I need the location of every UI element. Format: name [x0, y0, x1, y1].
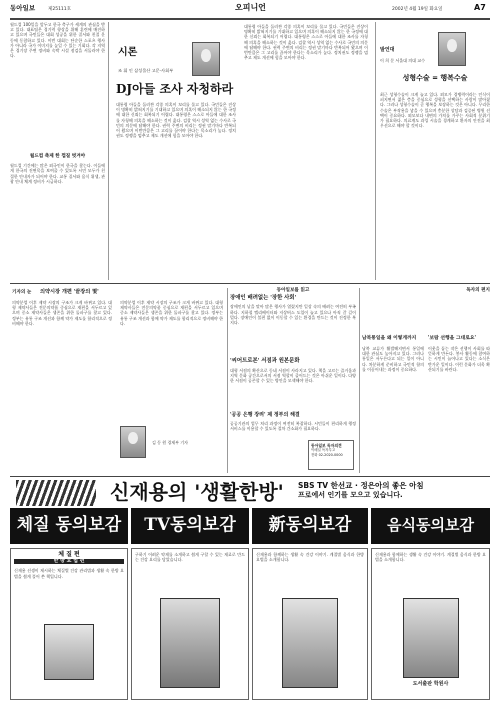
reporter-eye-body-cont: 의약분업 이후 제약 시장의 구조가 크게 바뀌고 있다. 대형 제약사들은 전문의약품 중심으로 재편을 서두르고 있으며 중소 제약사들은 생존을 위한 돌파구를 찾고 있다. 정부는 유통 구조 개선과 함께 약가 제도를 합리적으로 정비해야 한다.: [120, 300, 223, 326]
left-column-body-1: 월드컵 100일을 앞두고 한국 축구가 세계의 관심을 받고 있다. 대표팀은 경기력 향상을 위해 훈련에 매진하고 있으며 국민들은 대회 성공을 위한 질서와 친절 운동에 동참하고 있다. 이번 대회는 단순한 스포츠 행사가 아니라 국가 이미지를 높일 수 있는 기회다. 각 지역은 경기장 주변 정비와 숙박 시설 점검을 서둘러야 한다.: [10, 22, 105, 59]
ad-brush-mark: [16, 480, 96, 506]
editorial-headline: DJ아들 조사 자청하라: [116, 82, 234, 96]
ad-panel-2-body: 구하기 어려운 약재를 소개하고 쉽게 구할 수 있는 재료로 만드는 건강 요리를 담았습니다.: [135, 552, 245, 563]
ad-panel-4-body: 신재용과 함께하는 생활 속 건강 이야기. 계절별 음식과 한방 요법을 소개합니다.: [375, 552, 486, 563]
editorial: [112, 22, 372, 280]
readers-column-sub-1: 장애인 배려없는 '장한 사회': [230, 295, 297, 302]
right-column-author-photo: [438, 32, 466, 66]
ad-product-3: 新동의보감: [252, 508, 368, 544]
readers-column-sub-3: '공공 은행 장려' 제 정부의 해결: [230, 411, 300, 418]
readers-column-body-1: 장애인의 날을 맞아 많은 행사가 열렸지만 일상 속의 배려는 여전히 부족하다. 지하철 엘리베이터와 저상버스 도입이 늘고 있으나 아직 갈 길이 멀다. 장애인이 불편 없이 이동할 수 있는 환경을 만드는 것이 진정한 복지다.: [230, 304, 356, 326]
info-box-line-2: 전화 02-2020-0000: [311, 453, 343, 458]
issue-date: 2002년 4월 19일 화요일: [392, 7, 443, 12]
readers-column-sub-2: '씨어트로본' 서점과 원본문화: [230, 358, 300, 365]
right-column-headline: 성형수술 = 행복수술: [402, 74, 468, 82]
reporter-eye-body: 의약분업 이후 제약 시장의 구조가 크게 바뀌고 있다. 대형 제약사들은 전문의약품 중심으로 재편을 서두르고 있으며 중소 제약사들은 생존을 위한 돌파구를 찾고 있다. 정부는 유통 구조 개선과 함께 약가 제도를 합리적으로 정비해야 한다.: [12, 300, 112, 326]
reporter-eye-head: 기자의 눈: [12, 290, 32, 295]
divider-1: [108, 22, 109, 280]
reporter-eye-subhead: 의약시장 개편 '끝장의 몇': [40, 289, 99, 295]
page-number: A7: [474, 3, 486, 12]
mid-rule: [10, 283, 490, 284]
ad-title: 신재용의 '생활한방': [110, 480, 284, 504]
divider-4: [359, 288, 360, 473]
reader-info-box: [308, 440, 354, 470]
info-box-title: 동아일보 독자의견: [311, 443, 342, 448]
right-column-body: 최근 성형수술이 크게 늘고 있다. 외모가 경쟁력이라는 인식이 퍼지면서 젊은 층을 중심으로 성형을 선택하는 사람이 많아졌다. 그러나 성형수술이 곧 행복을 보장하는 것은 아니다. 무리한 수술은 부작용을 낳을 수 있으며 충분한 상담과 검증된 병원 선택이 중요하다. 외모보다 내면의 가치를 가꾸는 사회적 분위기가 필요하다. 의료계도 과잉 시술을 경계하고 환자의 안전을 최우선으로 해야 할 것이다.: [380, 92, 490, 129]
left-column-head-2: 월드컵 축제 한 껍질 벗겨야: [29, 154, 86, 159]
editorial-body-cont: 대통령 아들을 둘러싼 각종 의혹이 꼬리를 물고 있다. 국민들은 진상이 명확히 밝혀지기를 기대하고 있으며 의혹이 해소되지 않는 한 국정에 대한 신뢰는 회복되기 어렵다. 대통령은 스스로 아들에 대한 조사를 자청해 의혹을 해소하는 것이 옳다. 검찰 역시 성역 없는 수사로 국민의 의문에 답해야 한다. 권력 주변의 비리는 정권 말기마다 반복되어 왔으며 이번만큼은 그 고리를 끊어야 한다는 목소리가 높다. 정치권도 정쟁을 멈추고 제도 개선에 힘을 모아야 한다.: [244, 24, 368, 61]
ad-panel-3: [252, 548, 368, 700]
right-column-kicker: 발언대: [380, 47, 395, 53]
left-column-body-2: 월드컵 기간에는 많은 외국인이 한국을 찾는다. 이들에게 한국의 진면목을 보여줄 수 있도록 시민 모두가 친절한 안내자가 되어야 한다. 교통 질서와 음식 위생, 관광 안내 체계 정비가 시급하다.: [10, 163, 105, 184]
info-box-line-1: 이메일 독자투고: [311, 448, 336, 453]
reporter-author: 김 동 원 경제부 기자: [152, 440, 188, 445]
ad-panel-3-book: [282, 598, 338, 688]
editorial-author: 조 휘 인 삼성물산 고문·사회부: [118, 68, 174, 73]
divider-2: [375, 22, 376, 280]
readers-column-body-3: 공공기관의 업무 처리 과정이 여전히 복잡하다. 시민들이 편리하게 행정 서비스를 이용할 수 있도록 절차 간소화가 필요하다.: [230, 420, 356, 432]
ad-panel-4-book: [403, 598, 459, 678]
paper-name: 동아일보: [10, 4, 36, 12]
readers-mail-sub-2: '보람 선행을 그대로요': [428, 336, 476, 341]
ad-rule: [10, 476, 490, 477]
ad-panel-2: [131, 548, 249, 700]
ad-channel-line: SBS TV 한선교 · 정은아의 좋은 아침: [298, 481, 424, 490]
readers-mail-body-1: 남북 교류가 활발해지면서 통일에 대한 관심도 높아지고 있다. 그러나 통일은 서두른다고 되는 일이 아니다. 차분하게 준비하고 국민적 합의를 이끌어내는 과정이 중요하다.: [362, 346, 424, 372]
editorial-author-photo: [192, 42, 220, 76]
editorial-kicker: 시론: [118, 47, 138, 58]
readers-mail-sub-1: 남북통일을 왜 이렇게까지: [362, 336, 417, 341]
section-title: 오피니언: [235, 3, 266, 12]
readers-column-head: 동아일보를 읽고: [276, 288, 310, 293]
readers-mail: [362, 288, 490, 473]
masthead-rule: [10, 18, 490, 20]
left-column: [10, 22, 105, 282]
divider-3: [227, 288, 228, 473]
masthead: [10, 5, 490, 17]
editorial-body: 대통령 아들을 둘러싼 각종 의혹이 꼬리를 물고 있다. 국민들은 진상이 명확히 밝혀지기를 기대하고 있으며 의혹이 해소되지 않는 한 국정에 대한 신뢰는 회복되기 어렵다. 대통령은 스스로 아들에 대한 조사를 자청해 의혹을 해소하는 것이 옳다. 검찰 역시 성역 없는 수사로 국민의 의문에 답해야 한다. 권력 주변의 비리는 정권 말기마다 반복되어 왔으며 이번만큼은 그 고리를 끊어야 한다는 목소리가 높다. 정치권도 정쟁을 멈추고 제도 개선에 힘을 모아야 한다.: [116, 102, 236, 139]
right-column: [380, 22, 490, 280]
readers-mail-body-2: 이웃을 돕는 작은 선행이 사회를 따뜻하게 만든다. 봉사 활동에 참여하는 시민이 늘어나고 있다는 소식은 반가운 일이다. 이런 문화가 더욱 확산되기를 바란다.: [428, 346, 490, 372]
ad-publisher: 도서출판 학원사: [412, 681, 449, 687]
advertisement: [10, 480, 490, 702]
readers-mail-head: 독자의 편지: [466, 288, 490, 293]
ad-panel-1-tag: 한 방 요 법 편: [14, 559, 124, 564]
ad-panel-1-book: [44, 624, 94, 680]
right-column-author: 이 희 문 서울대 의대 교수: [380, 58, 425, 63]
ad-product-4: 음식동의보감: [371, 508, 490, 544]
reporter-photo: [120, 426, 146, 458]
ad-product-2: TV동의보감: [131, 508, 249, 544]
ad-panel-1-body: 신재용 선생이 제시하는 체질별 건강 관리법과 생활 속 한방 요법을 쉽게 풀어 쓴 책입니다.: [14, 568, 124, 579]
ad-product-1: 체질 동의보감: [10, 508, 128, 544]
readers-column-body-2: 대형 서점의 확산으로 동네 서점이 사라지고 있다. 책을 고르는 즐거움과 지역 문화 공간으로서의 서점 역할이 줄어드는 것은 아쉬운 일이다. 다양한 서점이 공존할 수 있는 방안을 모색해야 한다.: [230, 367, 356, 384]
ad-panel-1-title: 체 질 편: [58, 551, 80, 558]
ad-channel-line-2: 프로에서 인기를 모으고 있습니다.: [298, 491, 403, 499]
ad-panel-3-body: 신재용과 함께하는 생활 속 건강 이야기. 계절별 음식과 한방 요법을 소개합니다.: [256, 552, 364, 563]
issue-number: 제25111호: [48, 7, 72, 12]
reporter-eye: [10, 288, 225, 473]
ad-panel-1: [10, 548, 128, 700]
ad-panel-4: [371, 548, 490, 700]
ad-panel-2-book: [160, 598, 220, 688]
